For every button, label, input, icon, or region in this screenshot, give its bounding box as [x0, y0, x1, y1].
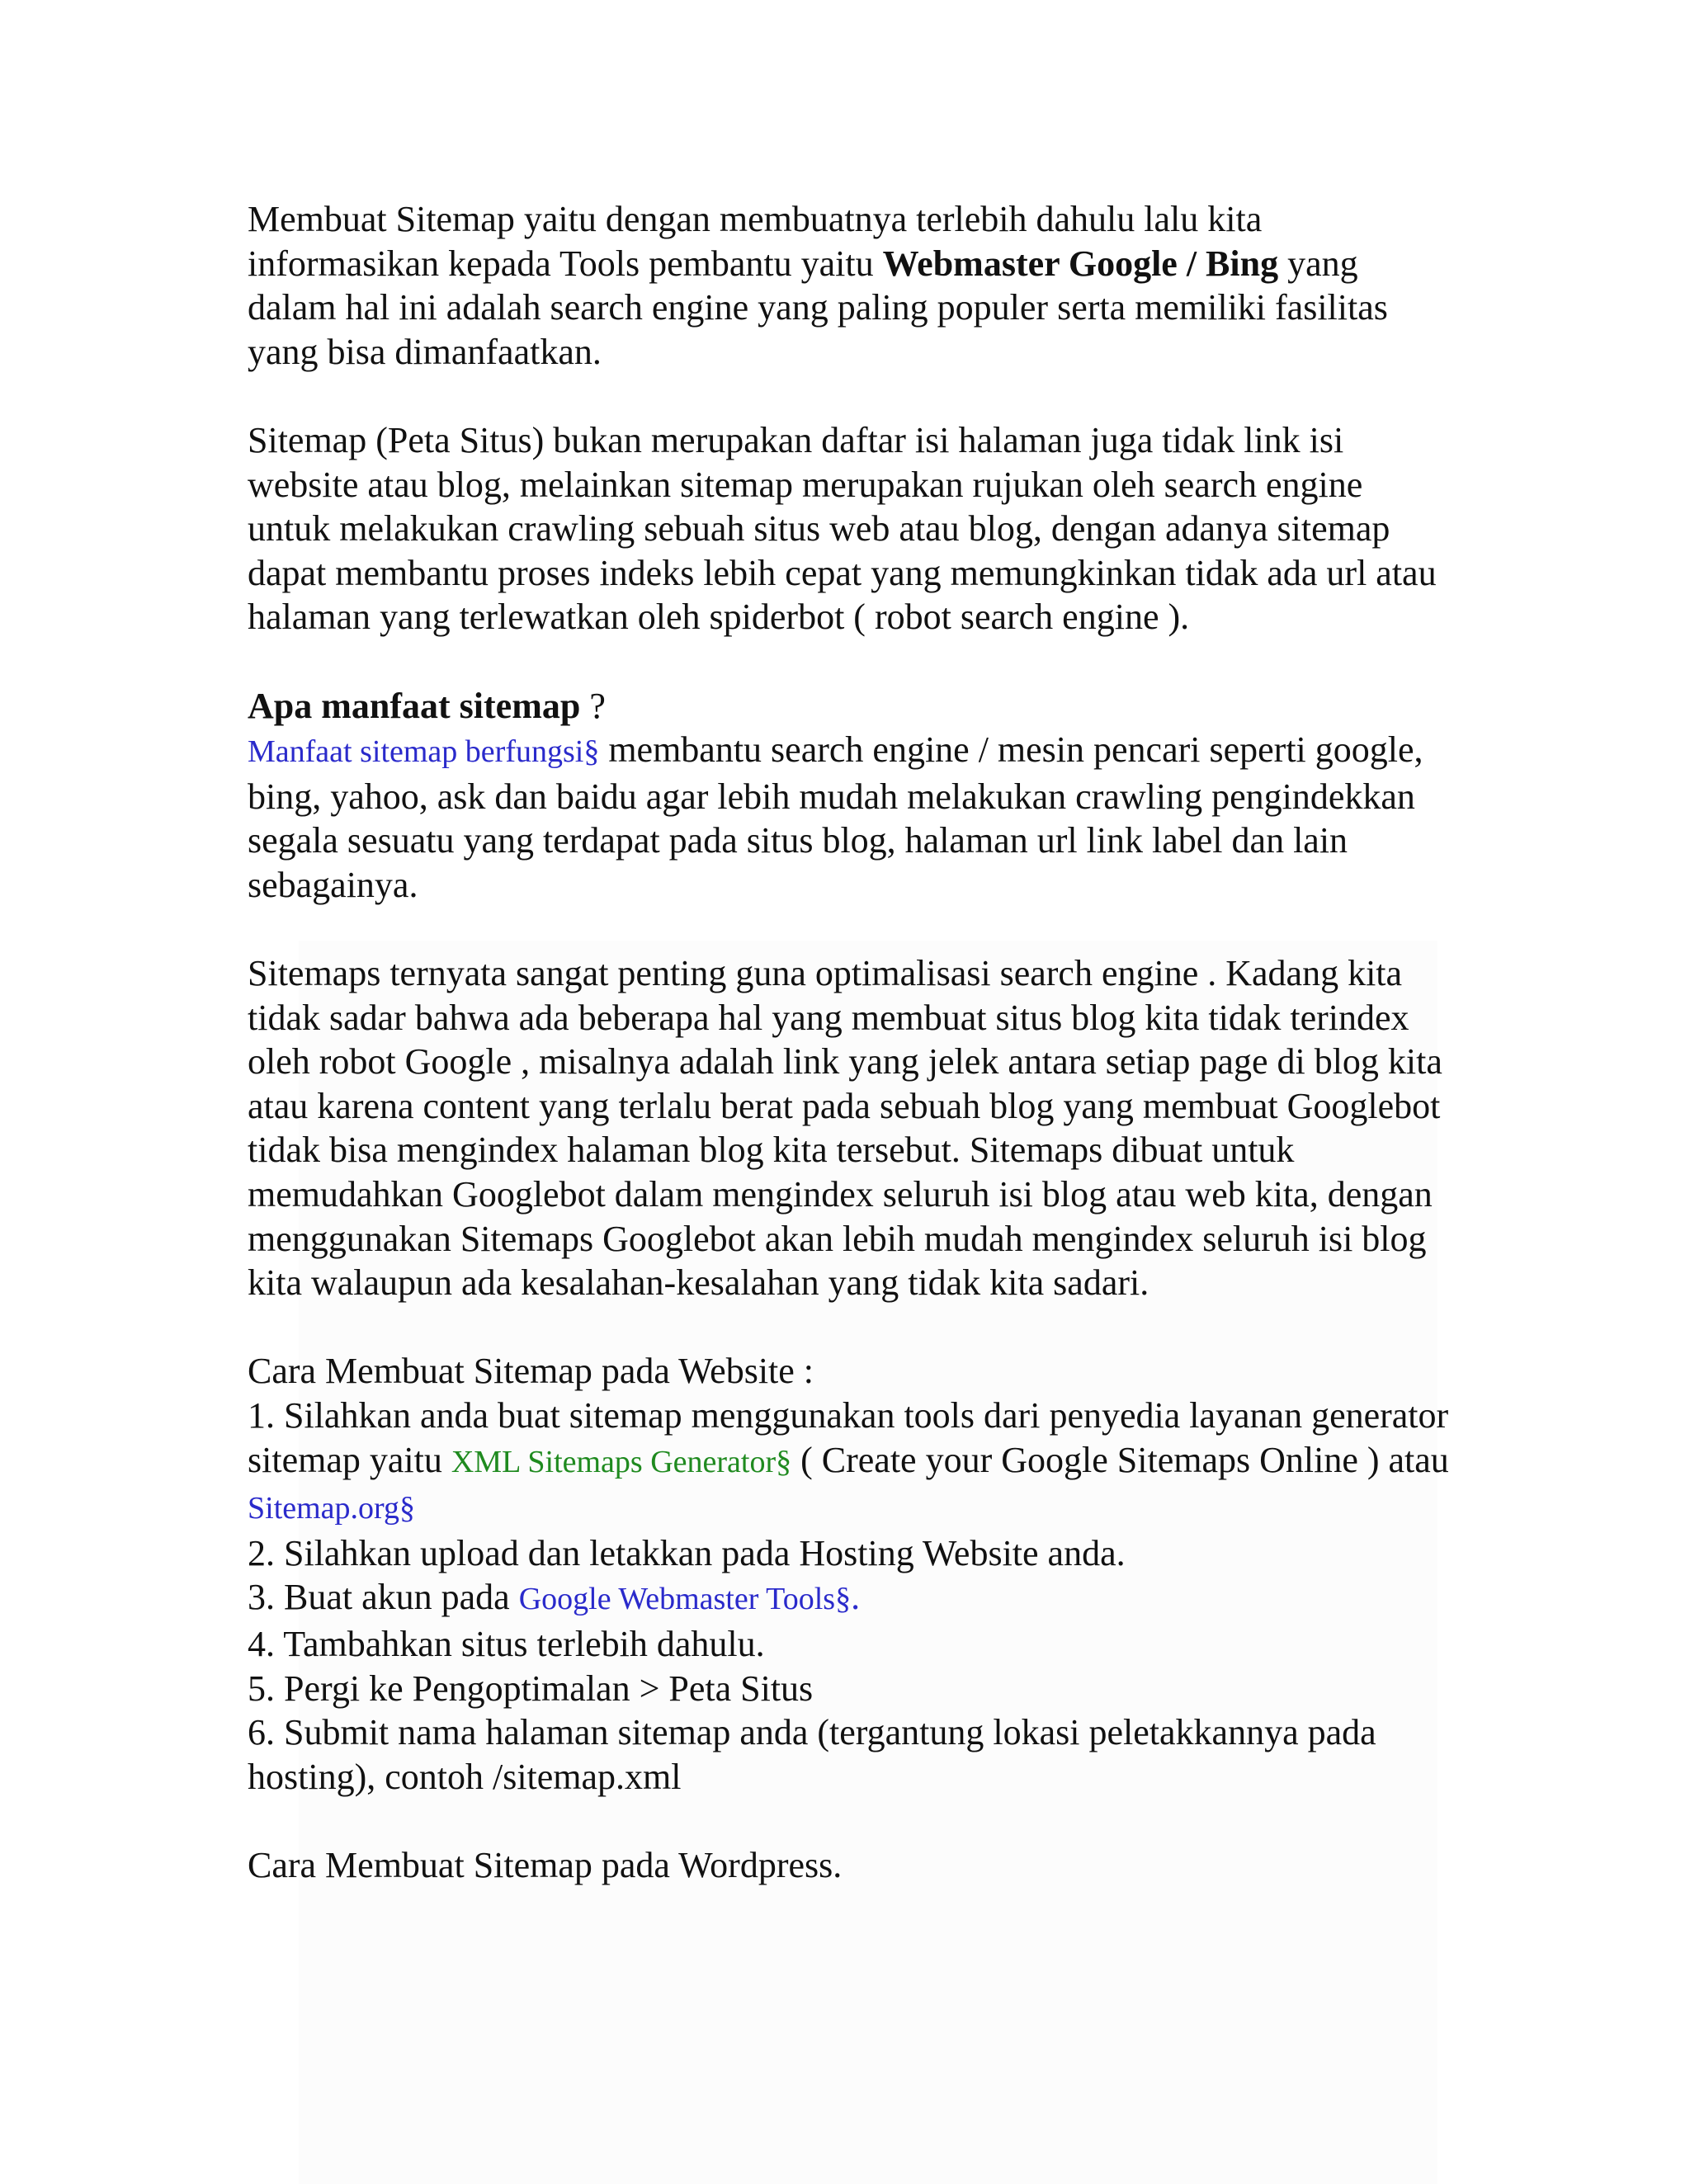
paragraph-importance	[248, 951, 1452, 1305]
sitemap-org-link[interactable]: Sitemap.org§	[248, 1491, 416, 1526]
paragraph-definition-text: Sitemap (Peta Situs) bukan merupakan daftar isi halaman juga tidak link isi website atau blog, melainkan sitemap merupakan rujukan oleh search engine untuk melakukan crawling sebuah situs web atau blog, dengan adanya sitemap dapat membantu proses indeks lebih cepat yang memungkinkan tidak ada url atau halaman yang terlewatkan oleh spiderbot ( robot search engine ).	[248, 419, 1437, 638]
paragraph-intro	[248, 197, 1452, 374]
google-webmaster-tools-link[interactable]: Google Webmaster Tools§	[518, 1582, 852, 1617]
paragraph-intro-text	[248, 197, 1452, 374]
benefits-heading-bold: Apa manfaat sitemap	[248, 685, 581, 726]
step-5: 5. Pergi ke Pengoptimalan > Peta Situs	[248, 1667, 814, 1709]
step-1-text-b: ( Create your Google Sitemaps Online ) atau	[791, 1439, 1449, 1480]
website-steps-title: Cara Membuat Sitemap pada Website :	[248, 1351, 814, 1392]
intro-text-a: Membuat Sitemap yaitu dengan membuatnya terlebih dahulu lalu kita informasikan kepada Tools pembantu yaitu	[248, 199, 1263, 284]
section-website-steps	[248, 1349, 1452, 1799]
step-4: 4. Tambahkan situs terlebih dahulu.	[248, 1624, 765, 1664]
paragraph-definition	[248, 418, 1452, 639]
step-1-text-a: 1. Silahkan anda buat sitemap menggunakan tools dari penyedia layanan generator sitemap yaitu	[248, 1395, 1449, 1480]
section-benefits	[248, 684, 1452, 908]
benefits-heading	[248, 684, 1452, 729]
xml-sitemaps-generator-link[interactable]: XML Sitemaps Generator§	[451, 1444, 792, 1479]
benefits-body: membantu search engine / mesin pencari seperti google, bing, yahoo, ask dan baidu agar lebih mudah melakukan crawling pengindekkan segala sesuatu yang terdapat pada situs blog, halaman url link label dan lain sebagainya.	[248, 729, 1423, 905]
wordpress-title: Cara Membuat Sitemap pada Wordpress.	[248, 1844, 843, 1885]
step-3-text: 3. Buat akun pada	[248, 1577, 519, 1618]
step-6: 6. Submit nama halaman sitemap anda (tergantung lokasi peletakkannya pada hosting), contoh /sitemap.xml	[248, 1712, 1376, 1797]
paragraph-importance-text: Sitemaps ternyata sangat penting guna optimalisasi search engine . Kadang kita tidak sadar bahwa ada beberapa hal yang membuat situs blog kita tidak terindex oleh robot Google , misalnya adalah link yang jelek antara setiap page di blog kita atau karena content yang terlalu berat pada sebuah blog yang membuat Googlebot tidak bisa mengindex halaman blog kita tersebut. Sitemaps dibuat untuk memudahkan Googlebot dalam mengindex seluruh isi blog atau web kita, dengan menggunakan Sitemaps Googlebot akan lebih mudah mengindex seluruh isi blog kita walaupun ada kesalahan-kesalahan yang tidak kita sadari.	[248, 953, 1442, 1304]
step-2: 2. Silahkan upload dan letakkan pada Hosting Website anda.	[248, 1532, 1126, 1573]
step-3	[248, 1575, 1452, 1622]
intro-text-b: yang dalam hal ini adalah search engine yang paling populer serta memiliki fasilitas yang bisa dimanfaatkan.	[248, 243, 1388, 372]
benefits-link[interactable]: Manfaat sitemap berfungsi§	[248, 734, 600, 770]
step-3-end: .	[851, 1577, 861, 1618]
benefits-text	[248, 728, 1452, 907]
intro-bold-tools: Webmaster Google / Bing	[882, 243, 1279, 284]
section-wordpress	[248, 1843, 1452, 1888]
step-1	[248, 1394, 1452, 1531]
benefits-heading-suffix: ?	[580, 685, 606, 726]
document-body	[248, 197, 1452, 1932]
